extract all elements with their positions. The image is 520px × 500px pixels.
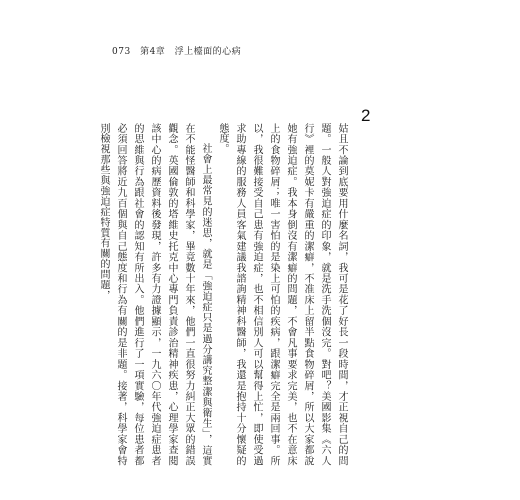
paragraph: 姑且不論到底要用什麼名詞，我可是花了好長一段時間，才正視自己的問題。一般人對強迫症的印象，就是洗手洗個沒完。對吧？美國影集《六人行》裡的莫妮卡有嚴重的潔癖，不准床上留半點食物碎屑，所以大家都說她有強迫症。我本身倒沒有潔癖的問題，不會凡事要求完美，也不在意床上的食物碎屑；唯一害怕的是染上可怕的疾病，跟潔癖完全是兩回事。所以，我很難接受自己患有強迫症，也不相信別人可以幫得上忙，即使受過求助專線的服務人員客氣建議我諮詢精神科醫師，我還是抱持十分懷疑的態度。 <box>217 123 347 466</box>
section-number: 2 <box>361 106 371 125</box>
page-number: 073 <box>112 47 131 57</box>
body-text <box>98 123 350 466</box>
chapter-label: 第4章 <box>140 47 166 57</box>
paragraph: 社會上最常見的迷思，就是「強迫症只是過分講究整潔與衛生」，這實在不能怪醫師和科學家，畢竟數十年來，他們一直很努力糾正大眾的錯誤觀念。英國倫敦的塔維史托克中心專門負責診治精神疾患，心理學家查閱該中心的病歷資料後發現，許多有力證據顯示，一九六〇年代強迫症患者的思維與行為跟社會的認知有所出入。他們進行了一項實驗，每位患者都必須回答將近九百個與自己態度和行為有關的是非題。接著，科學家會特別檢視那些與強迫症特質有關的問題， <box>98 123 211 466</box>
running-head <box>112 44 241 57</box>
chapter-title: 浮上檯面的心病 <box>174 47 242 57</box>
